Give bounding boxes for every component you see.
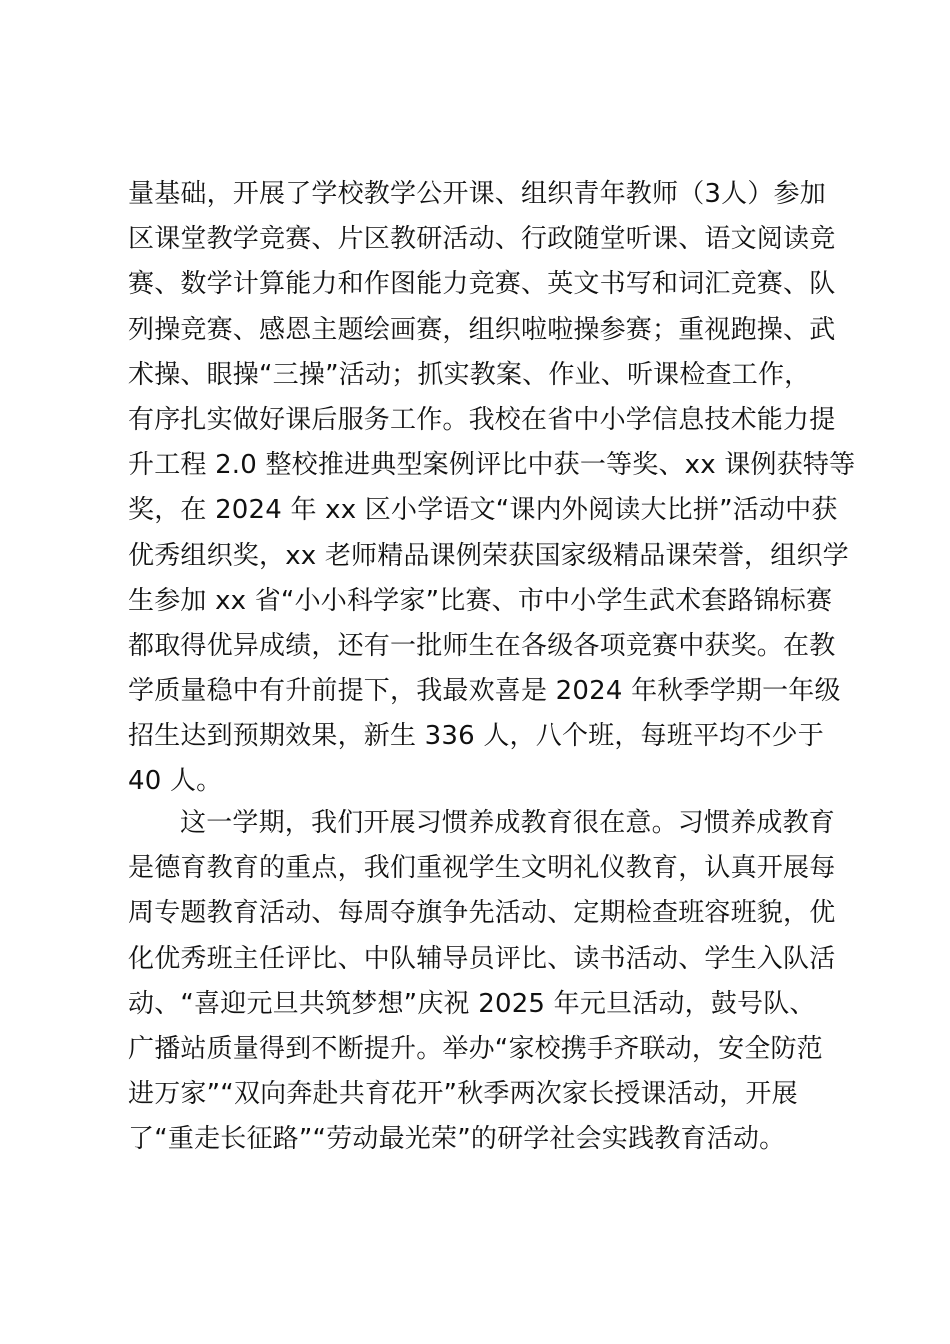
text-line: 是德育教育的重点，我们重视学生文明礼仪教育，认真开展每 <box>128 853 836 884</box>
text-line: 区课堂教学竞赛、片区教研活动、行政随堂听课、语文阅读竞 <box>128 224 836 255</box>
text-line: 术操、眼操“三操”活动；抓实教案、作业、听课检查工作， <box>128 359 811 390</box>
text-line: 都取得优异成绩，还有一批师生在各级各项竞赛中获奖。在教 <box>128 630 836 661</box>
text-line: 40 人。 <box>128 766 223 797</box>
text-line: 周专题教育活动、每周夺旗争先活动、定期检查班容班貌，优 <box>128 898 836 929</box>
text-line: 优秀组织奖，xx 老师精品课例荣获国家级精品课荣誉，组织学 <box>128 540 849 571</box>
text-line: 动、“喜迎元旦共筑梦想”庆祝 2025 年元旦活动，鼓号队、 <box>128 988 816 1019</box>
text-line: 广播站质量得到不断提升。举办“家校携手齐联动，安全防范 <box>128 1033 823 1064</box>
text-line: 生参加 xx 省“小小科学家”比赛、市中小学生武术套路锦标赛 <box>128 585 833 616</box>
paragraph-1 <box>128 172 856 805</box>
text-line: 这一学期，我们开展习惯养成教育很在意。习惯养成教育 <box>180 808 836 838</box>
text-line: 奖，在 2024 年 xx 区小学语文“课内外阅读大比拼”活动中获 <box>128 495 838 526</box>
text-line: 有序扎实做好课后服务工作。我校在省中小学信息技术能力提 <box>128 404 836 435</box>
text-line: 进万家”“双向奔赴共育花开”秋季两次家长授课活动，开展 <box>128 1079 798 1110</box>
text-line: 升工程 2.0 整校推进典型案例评比中获一等奖、xx 课例获特等 <box>128 450 856 481</box>
text-line: 招生达到预期效果，新生 336 人，八个班，每班平均不少于 <box>128 721 824 752</box>
text-line: 学质量稳中有升前提下，我最欢喜是 2024 年秋季学期一年级 <box>128 676 841 707</box>
text-line: 列操竞赛、感恩主题绘画赛，组织啦啦操参赛；重视跑操、武 <box>128 314 836 345</box>
paragraph-2 <box>128 801 838 1163</box>
text-line: 了“重走长征路”“劳动最光荣”的研学社会实践教育活动。 <box>128 1124 786 1155</box>
text-line: 化优秀班主任评比、中队辅导员评比、读书活动、学生入队活 <box>128 943 836 974</box>
text-line: 赛、数学计算能力和作图能力竞赛、英文书写和词汇竞赛、队 <box>128 269 836 300</box>
text-line: 量基础，开展了学校教学公开课、组织青年教师（3人）参加 <box>128 179 826 209</box>
